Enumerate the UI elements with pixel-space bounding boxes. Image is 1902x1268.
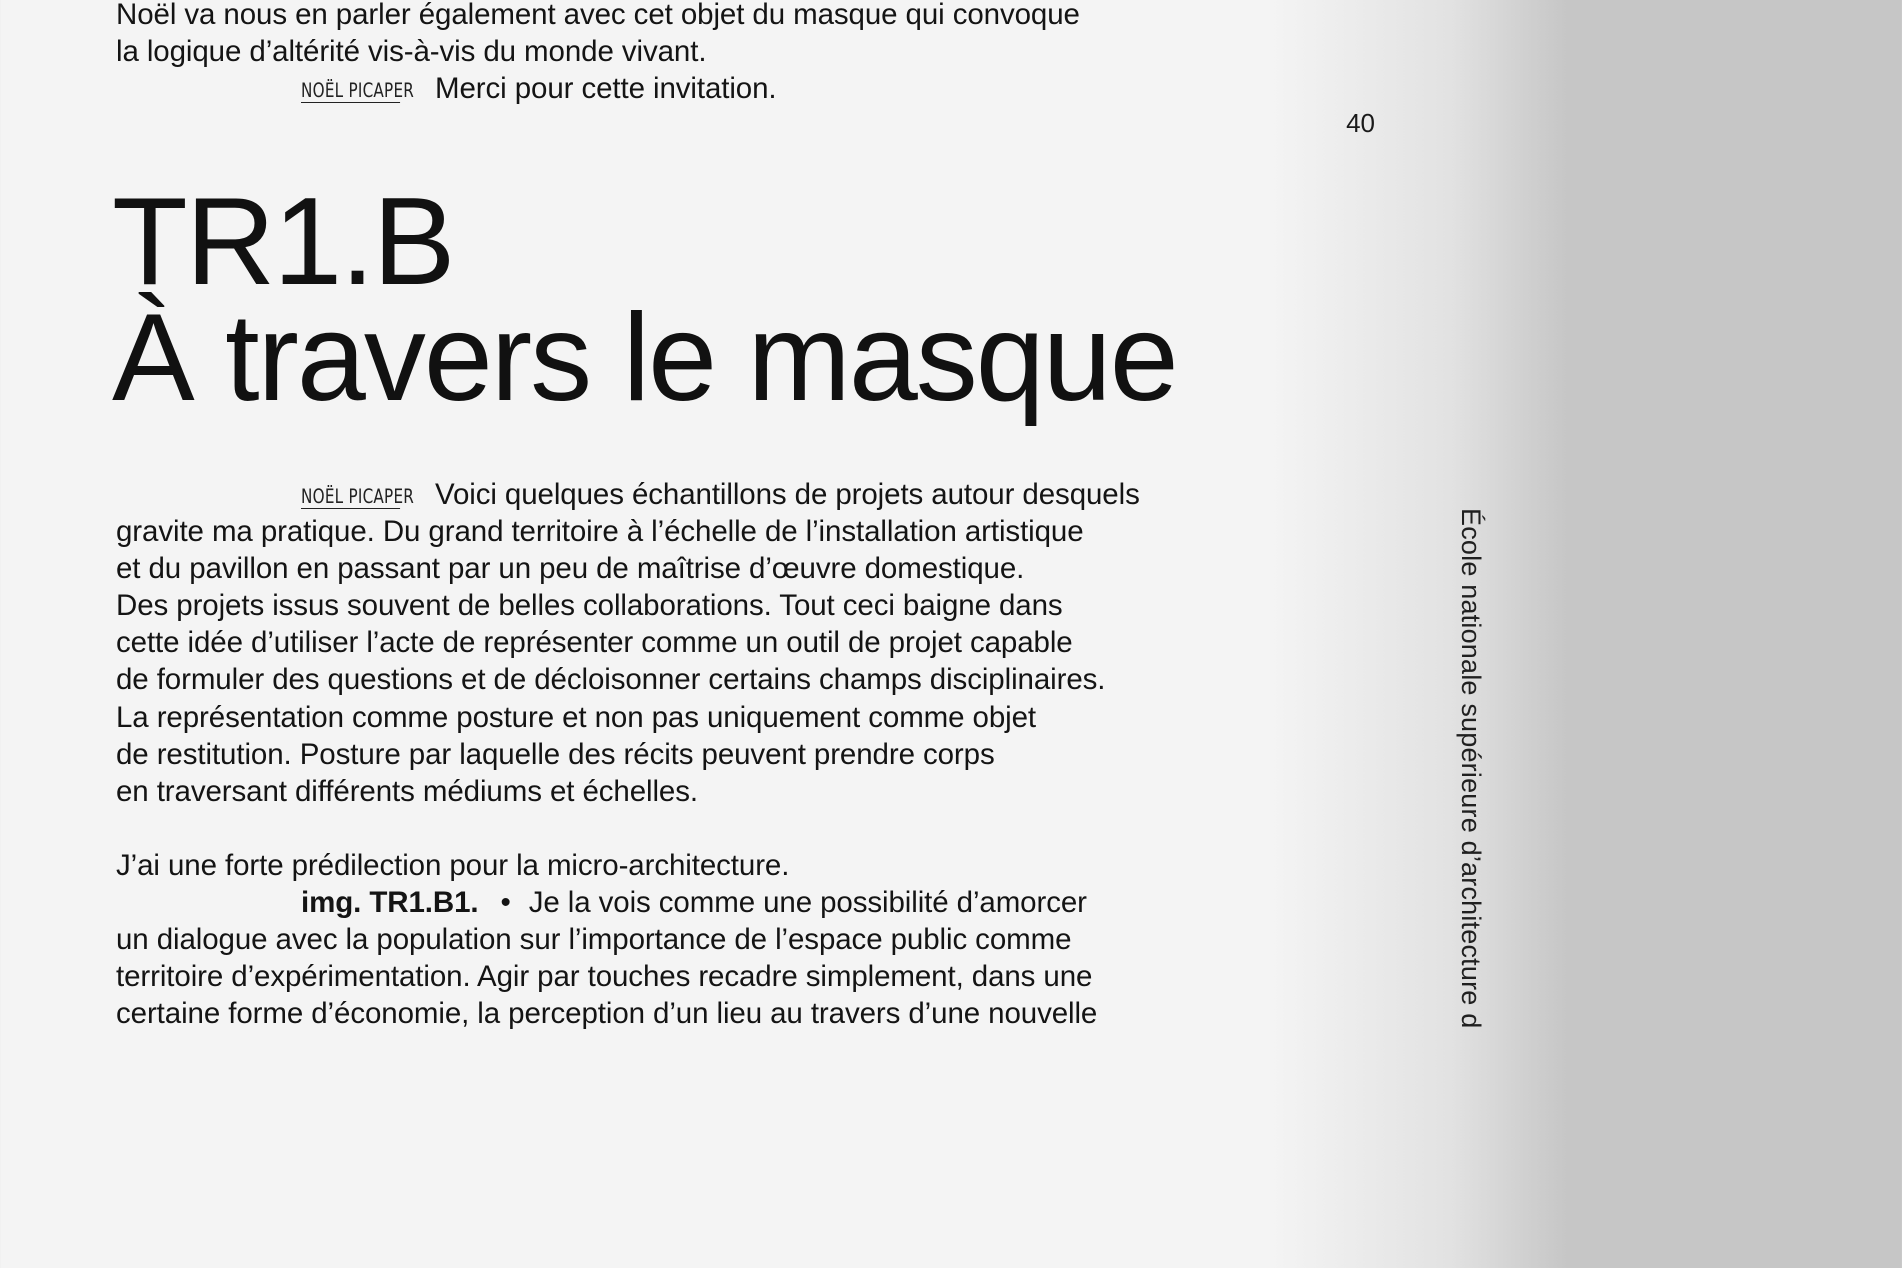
intro-line: Noël va nous en parler également avec cet objet du masque qui convoque — [116, 0, 1080, 31]
section-title: À travers le masque — [112, 289, 1177, 427]
first-line-text: Voici quelques échantillons de projets autour desquels — [435, 478, 1140, 511]
side-running-title: École nationale supérieure d’architecture d — [1456, 508, 1486, 1029]
main-first-line — [116, 476, 1140, 513]
paragraph-line: territoire d’expérimentation. Agir par touches recadre simplement, dans une — [116, 960, 1093, 994]
intro-text — [116, 0, 1080, 107]
paragraph-line: La représentation comme posture et non pas uniquement comme objet — [116, 700, 1037, 734]
paragraph-gap — [116, 810, 1140, 847]
paragraph-line: en traversant différents médiums et échelles. — [116, 774, 698, 808]
paragraph-line: J’ai une forte prédilection pour la micro-architecture. — [116, 848, 790, 882]
speaker-label: NOËL PICAPER — [301, 485, 415, 508]
paragraph-line: et du pavillon en passant par un peu de maîtrise d’œuvre domestique. — [116, 552, 1025, 586]
image-reference-text: Je la vois comme une possibilité d’amorcer — [528, 886, 1087, 920]
paragraph-line: de formuler des questions et de décloisonner certains champs disciplinaires. — [116, 663, 1106, 697]
bullet-icon: • — [500, 886, 511, 920]
section-code: TR1.B — [112, 173, 454, 311]
reply-line — [116, 70, 1080, 107]
paragraph-line: cette idée d’utiliser l’acte de représenter comme un outil de projet capable — [116, 626, 1073, 660]
reply-text: Merci pour cette invitation. — [435, 72, 777, 106]
main-text — [116, 476, 1140, 1032]
page-number: 40 — [1346, 108, 1375, 138]
image-reference-line — [116, 884, 1140, 921]
paragraph-line: Des projets issus souvent de belles collaborations. Tout ceci baigne dans — [116, 589, 1063, 623]
intro-line: la logique d’altérité vis-à-vis du monde vivant. — [116, 35, 707, 69]
image-reference: img. TR1.B1. — [301, 886, 479, 920]
paragraph-line: de restitution. Posture par laquelle des récits peuvent prendre corps — [116, 737, 995, 771]
paragraph-line: certaine forme d’économie, la perception d’un lieu au travers d’une nouvelle — [116, 997, 1098, 1031]
paragraph-line: un dialogue avec la population sur l’importance de l’espace public comme — [116, 923, 1072, 957]
speaker-label: NOËL PICAPER — [301, 79, 415, 103]
paragraph-line: gravite ma pratique. Du grand territoire à l’échelle de l’installation artistique — [116, 515, 1084, 549]
